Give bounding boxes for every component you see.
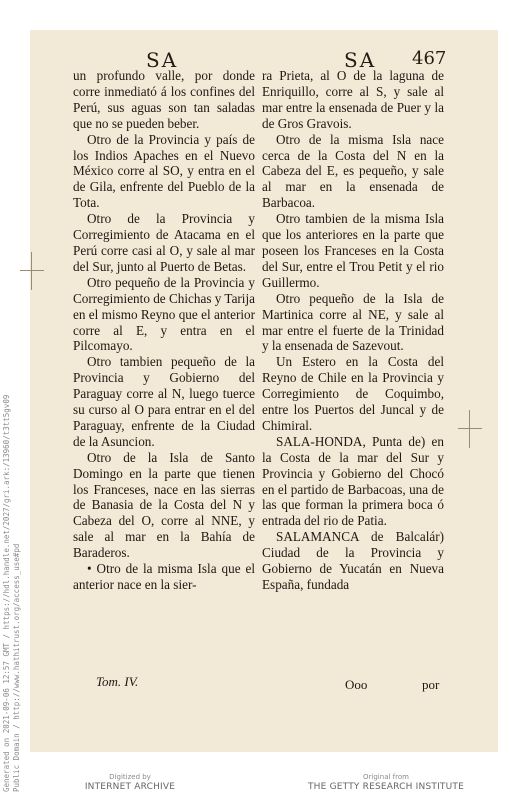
digitizer-credit-name: INTERNET ARCHIVE [84, 782, 176, 792]
paragraph-left-3: Otro de la Provincia y Corregimiento de Atacama en el Perú corre casi al O, y sale al mar del Sur, junto al Puerto de Betas. [73, 211, 255, 274]
running-head-right: SA [344, 48, 377, 72]
paragraph-right-5: Un Estero en la Costa del Reyno de Chile en la Provincia y Corregimiento de Coquimbo, entre los Puertos del Juncal y de Chimiral. [262, 354, 444, 433]
running-head-left: SA [146, 48, 179, 72]
stamp-line-generated: Generated on 2021-09-06 12:57 GMT / https://hdl.handle.net/2027/gri.ark:/13960/t3tt5gv09 [2, 394, 11, 792]
source-credit-name: THE GETTY RESEARCH INSTITUTE [307, 782, 464, 792]
catchword-right: por [422, 677, 440, 692]
source-credit [286, 773, 486, 792]
paragraph-right-6: SALA-HONDA, Punta de) en la Costa de la mar del Sur y Provincia y Gobierno del Chocó en el partido de Barbacoas, una de las que forman la primera boca ó entrada del rio de Patia. [262, 433, 444, 529]
paragraph-right-1: ra Prieta, al O de la laguna de Enriquillo, corre al S, y sale al mar entre la ensenada de Puer y la de Gros Gravois. [262, 68, 444, 131]
registration-mark-right-icon [458, 410, 482, 448]
registration-mark-left-icon [20, 252, 44, 290]
paragraph-left-4: Otro pequeño de la Provincia y Corregimiento de Chichas y Tarija en el mismo Reyno que el anterior corre al E, y entra en el Pilcomayo. [73, 274, 255, 354]
paragraph-left-7: • Otro de la misma Isla que el anterior nace en la sier- [73, 561, 255, 592]
paragraph-left-2: Otro de la Provincia y país de los Indios Apaches en el Nuevo México corre al SO, y entra en el de Gila, enfrente del Pueblo de la Tota. [73, 131, 255, 211]
page-number: 467 [412, 48, 447, 69]
right-text-column [262, 68, 444, 593]
digitizer-credit-label: Digitized by [109, 773, 151, 781]
paragraph-left-5: Otro tambien pequeño de la Provincia y Gobierno del Paraguay corre al N, luego tuerce su curso al O para entrar en el del Paraguay, enfrente de la Ciudad de la Asuncion. [73, 354, 255, 449]
paragraph-right-3: Otro tambien de la misma Isla que los anteriores en la parte que poseen los Franceses en la Costa del Sur, entre el Trou Petit y el rio Guillermo. [262, 211, 444, 290]
catchword-mid: Ooo [345, 677, 368, 692]
source-credit-label: Original from [363, 773, 409, 781]
hathitrust-stamp [2, 172, 22, 792]
paragraph-right-7: SALAMANCA de Balcalár) Ciudad de la Provincia y Gobierno de Yucatán en Nueva España, fundada [262, 529, 444, 592]
stamp-line-public-domain: Public Domain / http://www.hathitrust.org/access_use#pd [12, 543, 21, 792]
paragraph-left-6: Otro de la Isla de Santo Domingo en la parte que tienen los Franceses, nace en las sierras de Banasia de la Costa del N y Cabeza del O, corre al NNE, y sale al mar en la Bahía de Baraderos. [73, 449, 255, 561]
paragraph-right-2: Otro de la misma Isla nace cerca de la Costa del N en la Cabeza del E, es pequeño, y sale al mar en la ensenada de Barbacoa. [262, 131, 444, 211]
left-text-column [73, 68, 255, 593]
digitizer-credit [30, 773, 230, 792]
signature-mark: Tom. IV. [96, 674, 139, 689]
paragraph-left-1: un profundo valle, por donde corre inmediató á los confines del Perú, sus aguas son tan saladas que no se pueden beber. [73, 68, 255, 131]
paragraph-right-4: Otro pequeño de la Isla de Martinica corre al NE, y sale al mar entre el fuerte de la Trinidad y la ensenada de Sazevout. [262, 290, 444, 354]
